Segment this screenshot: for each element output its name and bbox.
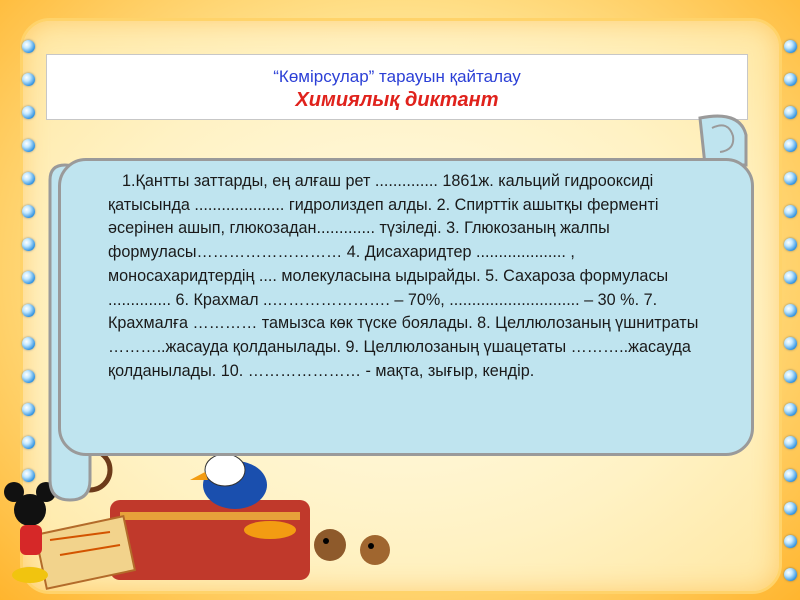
slide-subtitle: “Көмірсулар” тарауын қайталау xyxy=(273,67,521,86)
slide-title: Химиялық диктант xyxy=(295,89,499,111)
dictation-text-block xyxy=(108,170,718,383)
dictation-paragraph: 1.Қантты заттарды, ең алғаш рет .............. 1861ж. кальций гидрооксиді қатысында .................... гидролиздеп алды. 2. Спирттік ашытқы ферменті әсерінен ашып, глюкозадан............. түзіледі. 3. Глюкозаның жалпы формуласы……………………… 4. Дисахаридтер .................... , моносахаридтердің .... молекуласына ыдырайды. 5. Сахароза формуласы .............. 6. Крахмал ..…………………. – 70%, ............................. – 30 %. 7. Крахмалға ………… тамызса көк түске боялады. 8. Целлюлозаның үшнитраты ………..жасауда қолданылады. 9. Целлюлозаның үшацетаты ………..жасауда қолданылады. 10. ………………… - мақта, зығыр, кендір. xyxy=(108,172,699,380)
